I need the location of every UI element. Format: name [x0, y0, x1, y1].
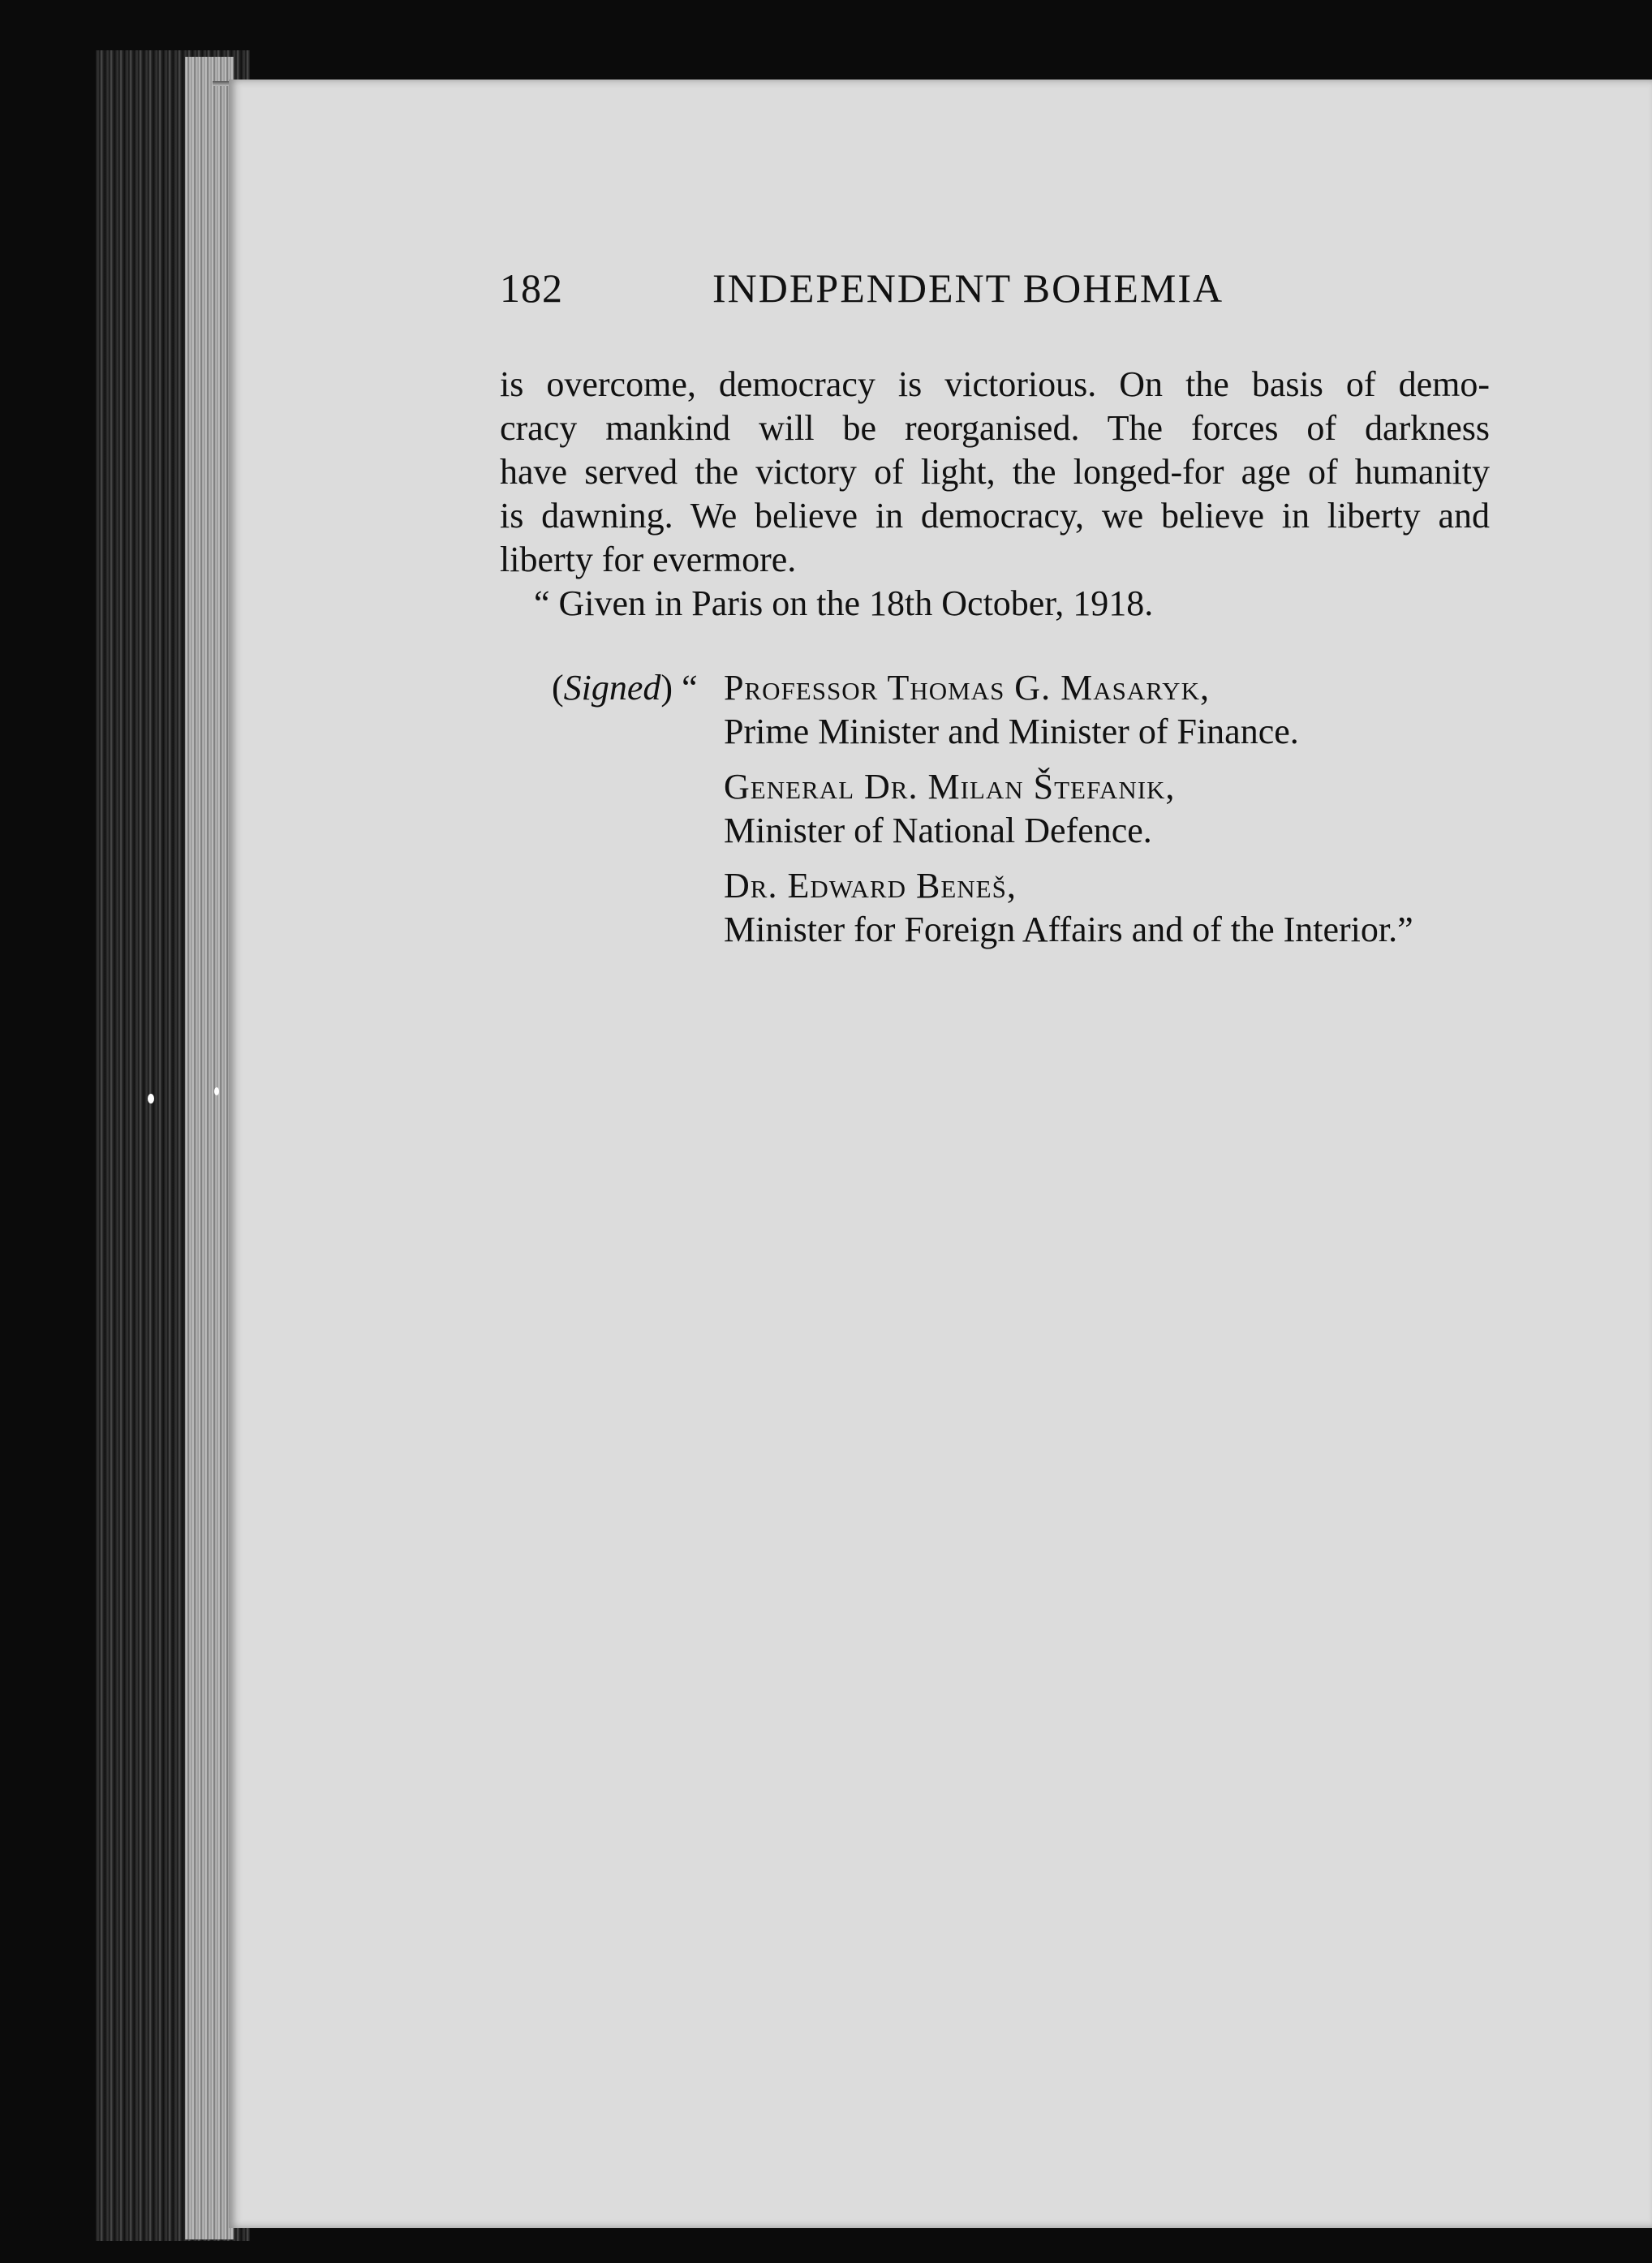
scan-speck [214, 1087, 219, 1095]
running-title: INDEPENDENT BOHEMIA [712, 265, 1224, 311]
signed-label: (Signed) “ [552, 668, 698, 708]
body-line-4: is dawning. We believe in democracy, we believe in liberty and [500, 496, 1490, 536]
book-page-edges-inner [185, 57, 234, 2239]
body-line-5: liberty for evermore. [500, 540, 797, 579]
signatory-name-3: Dr. Edward Beneš, [724, 866, 1017, 906]
body-line-2: cracy mankind will be reorganised. The forces of darkness [500, 408, 1490, 448]
signatory-title-1: Prime Minister and Minister of Finance. [724, 712, 1299, 751]
signatory-name-1: Professor Thomas G. Masaryk, [724, 668, 1210, 708]
signatory-title-2: Minister of National Defence. [724, 811, 1152, 850]
signed-word: Signed [563, 668, 661, 708]
signatory-name-2: General Dr. Milan Štefanik, [724, 767, 1176, 807]
signature-open-quote: “ [682, 668, 698, 708]
body-line-1: is overcome, democracy is victorious. On the basis of demo- [500, 364, 1490, 404]
running-head [500, 265, 1271, 329]
body-line-3: have served the victory of light, the longed-for age of humanity [500, 452, 1490, 492]
signatory-title-3: Minister for Foreign Affairs and of the Interior.” [724, 910, 1413, 949]
given-line: “ Given in Paris on the 18th October, 1918. [534, 583, 1154, 623]
page-number: 182 [500, 265, 563, 311]
scan-speck [148, 1094, 154, 1104]
